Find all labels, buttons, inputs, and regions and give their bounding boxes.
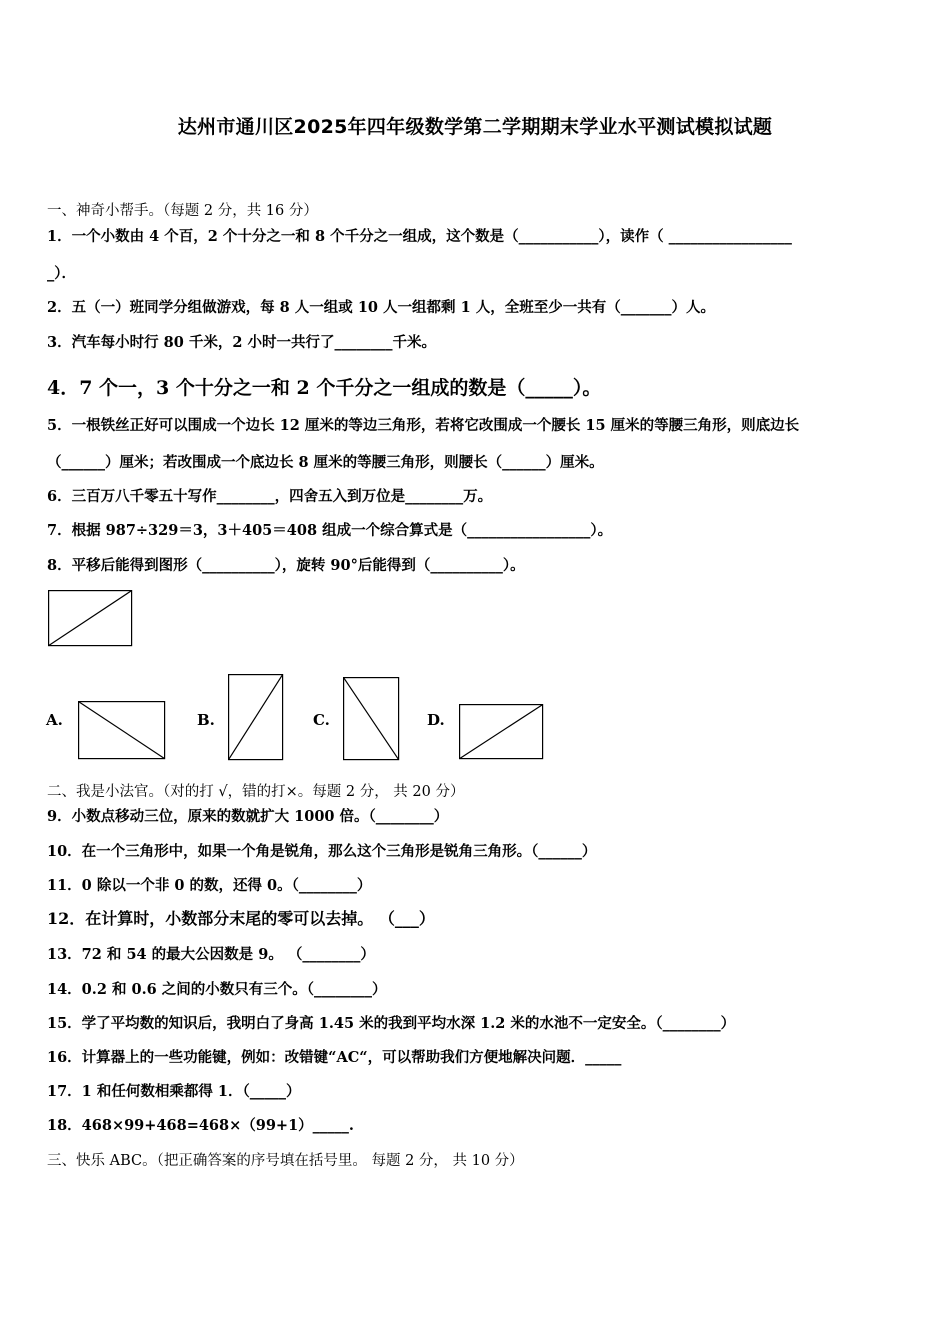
- question-15: 15．学了平均数的知识后，我明白了身高 1.45 米的我到平均水深 1.2 米的水池不一定安全。（________）: [47, 1015, 736, 1032]
- option-b-label: B.: [197, 711, 215, 729]
- option-c-diagonal: [344, 678, 399, 760]
- section-1-heading: 一、神奇小帮手。（每题 2 分，共 16 分）: [47, 203, 318, 219]
- question-9: 9．小数点移动三位，原来的数就扩大 1000 倍。（________）: [47, 808, 449, 825]
- original-rectangle-figure: [48, 590, 133, 647]
- page-title: 达州市通川区2025年四年级数学第二学期期末学业水平测试模拟试题: [177, 116, 773, 138]
- option-a-diagonal: [79, 702, 165, 759]
- question-7: 7．根据 987÷329＝3，3＋405＝408 组成一个综合算式是（_________________）。: [47, 522, 613, 539]
- question-18: 18．468×99+468=468×（99+1）_____.: [47, 1117, 354, 1134]
- question-11: 11．0 除以一个非 0 的数，还得 0。（________）: [47, 877, 372, 894]
- question-6: 6．三百万八千零五十写作________，四舍五入到万位是________万。: [47, 488, 493, 505]
- option-d-label: D.: [427, 711, 445, 729]
- question-16: 16．计算器上的一些功能键，例如：改错键“AC“，可以帮助我们方便地解决问题．_____: [47, 1049, 622, 1066]
- option-c-figure: [343, 677, 401, 761]
- question-1: 1．一个小数由 4 个百，2 个十分之一和 8 个千分之一组成，这个数是（___________），读作（ _________________: [47, 228, 792, 245]
- option-c-label: C.: [313, 711, 330, 729]
- question-10: 10．在一个三角形中，如果一个角是锐角，那么这个三角形是锐角三角形。（______）: [47, 843, 597, 860]
- figure-diagonal: [49, 591, 132, 646]
- question-5-continued: （______）厘米；若改围成一个底边长 8 厘米的等腰三角形，则腰长（______）厘米。: [47, 454, 604, 471]
- question-14: 14．0.2 和 0.6 之间的小数只有三个。（________）: [47, 981, 387, 998]
- option-d-figure: [459, 704, 545, 761]
- question-12: 12．在计算时，小数部分末尾的零可以去掉。 （___）: [47, 909, 435, 928]
- question-5: 5．一根铁丝正好可以围成一个边长 12 厘米的等边三角形，若将它改围成一个腰长 15 厘米的等腰三角形，则底边长: [47, 417, 800, 434]
- option-b-figure: [228, 674, 285, 761]
- question-17: 17．1 和任何数相乘都得 1．（_____）: [47, 1083, 301, 1100]
- section-2-heading: 二、我是小法官。（对的打 √，错的打×。每题 2 分， 共 20 分）: [47, 784, 465, 800]
- option-a-label: A.: [46, 711, 63, 729]
- question-1-continued: _）．: [47, 265, 76, 282]
- question-3: 3．汽车每小时行 80 千米，2 小时一共行了________千米。: [47, 334, 436, 351]
- option-a-figure: [78, 701, 166, 761]
- option-d-diagonal: [460, 705, 543, 759]
- option-b-diagonal: [229, 675, 283, 760]
- question-8: 8．平移后能得到图形（__________），旋转 90°后能得到（__________）。: [47, 557, 525, 574]
- question-13: 13．72 和 54 的最大公因数是 9。 （________）: [47, 946, 375, 963]
- section-3-heading: 三、快乐 ABC。（把正确答案的序号填在括号里。 每题 2 分， 共 10 分）: [47, 1153, 524, 1169]
- question-4: 4．7 个一，3 个十分之一和 2 个千分之一组成的数是（_____）。: [47, 377, 602, 399]
- question-2: 2．五（一）班同学分组做游戏，每 8 人一组或 10 人一组都剩 1 人，全班至少一共有（_______）人。: [47, 299, 715, 316]
